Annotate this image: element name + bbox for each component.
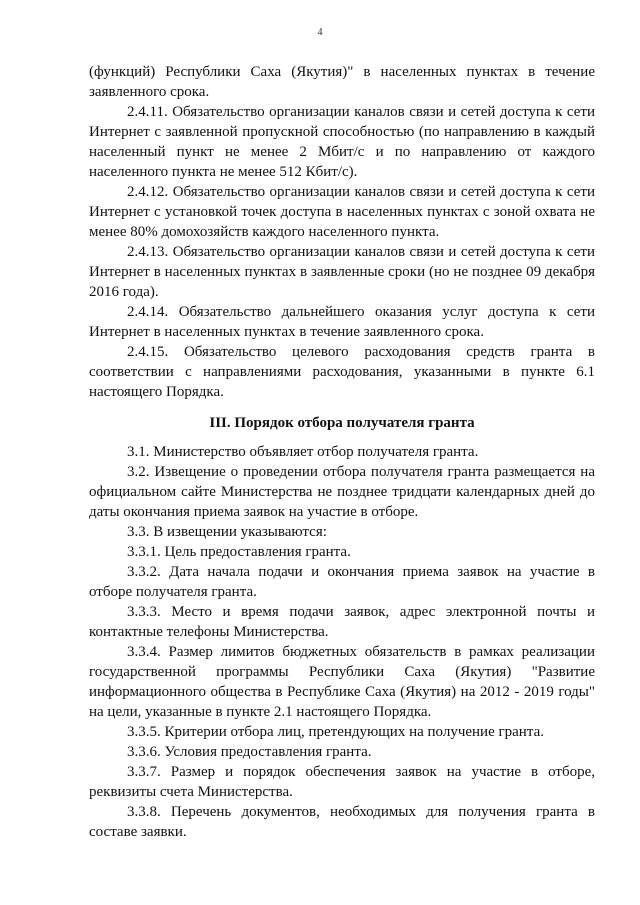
paragraph-2-4-13: 2.4.13. Обязательство организации каналов связи и сетей доступа к сети Интернет в населенных пунктах в заявленные сроки (но не позднее 09 декабря 2016 года). (89, 244, 595, 300)
document-body (89, 62, 595, 842)
paragraph-3-3-2: 3.3.2. Дата начала подачи и окончания приема заявок на участие в отборе получателя гранта. (89, 564, 595, 600)
paragraph-continuation: (функций) Республики Саха (Якутия)" в населенных пунктах в течение заявленного срока. (89, 64, 595, 100)
paragraph-2-4-14: 2.4.14. Обязательство дальнейшего оказания услуг доступа к сети Интернет в населенных пунктах в течение заявленного срока. (89, 304, 595, 340)
section-title: III. Порядок отбора получателя гранта (209, 415, 475, 431)
paragraph-3-3-7: 3.3.7. Размер и порядок обеспечения заявок на участие в отборе, реквизиты счета Министерства. (89, 764, 595, 800)
paragraph-3-3-6: 3.3.6. Условия предоставления гранта. (127, 744, 372, 760)
paragraph-2-4-12: 2.4.12. Обязательство организации каналов связи и сетей доступа к сети Интернет с установкой точек доступа в населенных пунктах с зоной охвата не менее 80% домохозяйств каждого населенного пункта. (89, 184, 595, 240)
paragraph-3-1: 3.1. Министерство объявляет отбор получателя гранта. (127, 444, 479, 460)
paragraph-3-3-8: 3.3.8. Перечень документов, необходимых для получения гранта в составе заявки. (89, 804, 595, 840)
paragraph-3-3: 3.3. В извещении указываются: (127, 524, 327, 540)
paragraph-3-3-4: 3.3.4. Размер лимитов бюджетных обязательств в рамках реализации государственной программы Республики Саха (Якутия) "Развитие информационного общества в Республике Саха (Якутия) на 2012 - 2019 годы" на цели, указанные в пункте 2.1 настоящего Порядка. (89, 644, 595, 720)
paragraph-2-4-11: 2.4.11. Обязательство организации каналов связи и сетей доступа к сети Интернет с заявленной пропускной способностью (по направлению в каждый населенный пункт не менее 2 Мбит/с и по направлению от каждого населенного пункта не менее 512 Кбит/с). (89, 104, 595, 180)
paragraph-3-3-1: 3.3.1. Цель предоставления гранта. (127, 544, 351, 560)
paragraph-3-3-3: 3.3.3. Место и время подачи заявок, адрес электронной почты и контактные телефоны Министерства. (89, 604, 595, 640)
paragraph-2-4-15: 2.4.15. Обязательство целевого расходования средств гранта в соответствии с направлениями расходования, указанными в пункте 6.1 настоящего Порядка. (89, 344, 595, 400)
page-number: 4 (317, 27, 323, 38)
paragraph-3-3-5: 3.3.5. Критерии отбора лиц, претендующих на получение гранта. (127, 724, 544, 740)
paragraph-3-2: 3.2. Извещение о проведении отбора получателя гранта размещается на официальном сайте Министерства не позднее тридцати календарных дней до даты окончания приема заявок на участие в отборе. (89, 464, 595, 520)
